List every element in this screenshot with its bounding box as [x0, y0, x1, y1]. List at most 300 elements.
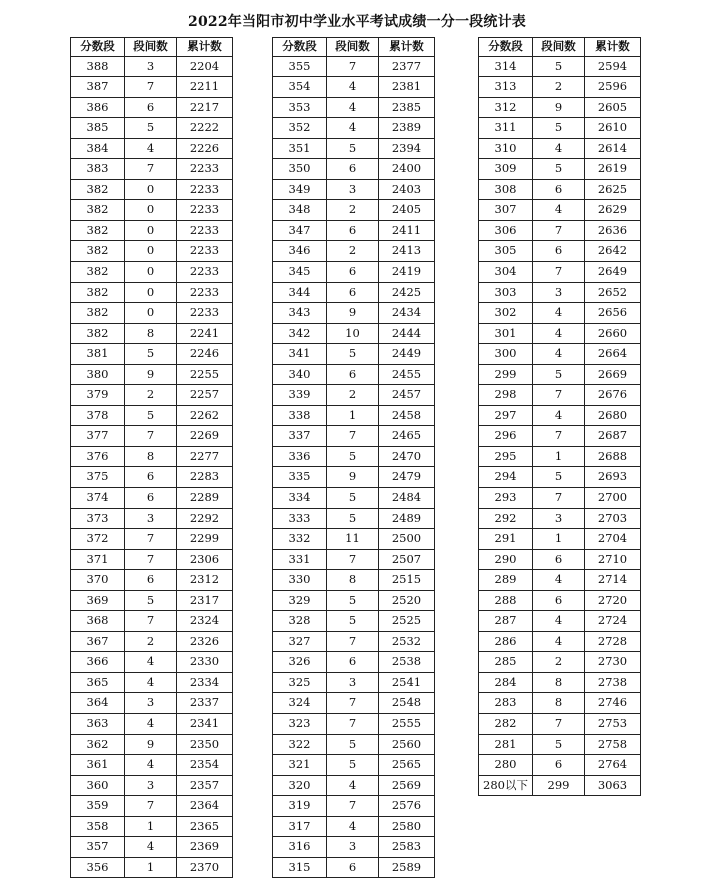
table-row — [273, 446, 435, 467]
cell-cumulative-count: 2500 — [379, 529, 435, 550]
cell-segment-count: 3 — [327, 672, 379, 693]
cell-score-range: 347 — [273, 220, 327, 241]
cell-segment-count: 5 — [327, 344, 379, 365]
cell-score-range: 307 — [479, 200, 533, 221]
cell-cumulative-count: 2541 — [379, 672, 435, 693]
cell-segment-count: 7 — [125, 611, 177, 632]
table-row — [71, 241, 233, 262]
cell-segment-count: 5 — [533, 56, 585, 77]
table-row — [479, 755, 641, 776]
cell-segment-count: 6 — [125, 97, 177, 118]
cell-cumulative-count: 2687 — [585, 426, 641, 447]
cell-segment-count: 9 — [125, 734, 177, 755]
cell-score-range: 355 — [273, 56, 327, 77]
cell-cumulative-count: 2538 — [379, 652, 435, 673]
cell-score-range: 363 — [71, 714, 125, 735]
cell-score-range: 378 — [71, 405, 125, 426]
cell-cumulative-count: 2389 — [379, 118, 435, 139]
cell-score-range: 289 — [479, 570, 533, 591]
cell-score-range: 314 — [479, 56, 533, 77]
header-segment-count: 段间数 — [327, 38, 379, 57]
cell-score-range: 316 — [273, 837, 327, 858]
cell-score-range: 362 — [71, 734, 125, 755]
table-row — [71, 734, 233, 755]
cell-score-range: 293 — [479, 487, 533, 508]
cell-cumulative-count: 2233 — [177, 261, 233, 282]
table-row — [71, 508, 233, 529]
table-row — [71, 549, 233, 570]
table-row — [71, 138, 233, 159]
table-row — [273, 56, 435, 77]
cell-cumulative-count: 2233 — [177, 159, 233, 180]
cell-score-range: 385 — [71, 118, 125, 139]
cell-cumulative-count: 2569 — [379, 775, 435, 796]
cell-segment-count: 6 — [327, 261, 379, 282]
cell-score-range: 324 — [273, 693, 327, 714]
table-row — [71, 755, 233, 776]
table-row — [273, 590, 435, 611]
cell-segment-count: 7 — [533, 220, 585, 241]
cell-segment-count: 4 — [327, 77, 379, 98]
cell-score-range: 299 — [479, 364, 533, 385]
cell-score-range: 356 — [71, 857, 125, 878]
cell-cumulative-count: 2299 — [177, 529, 233, 550]
cell-score-range: 315 — [273, 857, 327, 878]
cell-cumulative-count: 2515 — [379, 570, 435, 591]
cell-segment-count: 5 — [533, 734, 585, 755]
cell-cumulative-count: 2364 — [177, 796, 233, 817]
score-table-1 — [70, 37, 233, 878]
cell-segment-count: 0 — [125, 282, 177, 303]
cell-cumulative-count: 2233 — [177, 179, 233, 200]
cell-segment-count: 5 — [327, 734, 379, 755]
cell-score-range: 382 — [71, 303, 125, 324]
cell-cumulative-count: 2479 — [379, 467, 435, 488]
cell-score-range: 382 — [71, 261, 125, 282]
table-row — [71, 446, 233, 467]
cell-segment-count: 0 — [125, 303, 177, 324]
cell-score-range: 344 — [273, 282, 327, 303]
cell-score-range: 306 — [479, 220, 533, 241]
cell-score-range: 337 — [273, 426, 327, 447]
cell-score-range: 365 — [71, 672, 125, 693]
cell-segment-count: 4 — [125, 755, 177, 776]
table-row — [479, 672, 641, 693]
table-row — [479, 261, 641, 282]
cell-score-range: 288 — [479, 590, 533, 611]
cell-score-range: 334 — [273, 487, 327, 508]
cell-segment-count: 5 — [327, 487, 379, 508]
cell-segment-count: 1 — [125, 816, 177, 837]
cell-score-range: 357 — [71, 837, 125, 858]
table-row — [479, 97, 641, 118]
cell-score-range: 382 — [71, 241, 125, 262]
table-row — [273, 385, 435, 406]
cell-segment-count: 3 — [327, 837, 379, 858]
cell-cumulative-count: 2403 — [379, 179, 435, 200]
cell-segment-count: 7 — [327, 631, 379, 652]
cell-cumulative-count: 2724 — [585, 611, 641, 632]
table-row — [273, 344, 435, 365]
table-row — [273, 118, 435, 139]
cell-segment-count: 6 — [327, 159, 379, 180]
cell-segment-count: 4 — [327, 118, 379, 139]
cell-cumulative-count: 2425 — [379, 282, 435, 303]
page-title: 2022年当阳市初中学业水平考试成绩一分一段统计表 — [188, 14, 526, 30]
table-row — [273, 693, 435, 714]
cell-cumulative-count: 2457 — [379, 385, 435, 406]
table-row — [273, 97, 435, 118]
table-row — [273, 405, 435, 426]
cell-score-range: 327 — [273, 631, 327, 652]
cell-segment-count: 6 — [533, 179, 585, 200]
cell-segment-count: 1 — [125, 857, 177, 878]
cell-score-range: 375 — [71, 467, 125, 488]
cell-segment-count: 4 — [125, 652, 177, 673]
table-header-row — [479, 38, 641, 57]
cell-segment-count: 6 — [533, 241, 585, 262]
table-row — [479, 405, 641, 426]
cell-cumulative-count: 2728 — [585, 631, 641, 652]
table-row — [273, 200, 435, 221]
cell-cumulative-count: 2532 — [379, 631, 435, 652]
table-row — [71, 714, 233, 735]
cell-segment-count: 3 — [125, 775, 177, 796]
cell-score-range: 296 — [479, 426, 533, 447]
cell-cumulative-count: 2233 — [177, 220, 233, 241]
table-row — [273, 138, 435, 159]
cell-segment-count: 7 — [125, 426, 177, 447]
cell-segment-count: 5 — [327, 755, 379, 776]
cell-score-range: 317 — [273, 816, 327, 837]
table-row — [479, 159, 641, 180]
cell-segment-count: 6 — [327, 857, 379, 878]
cell-cumulative-count: 2341 — [177, 714, 233, 735]
cell-score-range: 283 — [479, 693, 533, 714]
cell-segment-count: 4 — [533, 303, 585, 324]
header-cumulative-count: 累计数 — [379, 38, 435, 57]
cell-score-range: 369 — [71, 590, 125, 611]
cell-segment-count: 8 — [125, 446, 177, 467]
table-row — [273, 837, 435, 858]
cell-score-range: 370 — [71, 570, 125, 591]
cell-score-range: 381 — [71, 344, 125, 365]
table-row — [71, 323, 233, 344]
cell-cumulative-count: 2350 — [177, 734, 233, 755]
table-row — [71, 816, 233, 837]
cell-cumulative-count: 2226 — [177, 138, 233, 159]
cell-score-range: 351 — [273, 138, 327, 159]
cell-score-range: 346 — [273, 241, 327, 262]
cell-segment-count: 1 — [327, 405, 379, 426]
table-row — [479, 611, 641, 632]
table-row — [273, 220, 435, 241]
cell-cumulative-count: 2676 — [585, 385, 641, 406]
cell-score-range: 383 — [71, 159, 125, 180]
table-header-row — [273, 38, 435, 57]
cell-segment-count: 4 — [125, 837, 177, 858]
table-row — [273, 631, 435, 652]
cell-segment-count: 3 — [533, 282, 585, 303]
cell-segment-count: 1 — [533, 446, 585, 467]
cell-score-range: 310 — [479, 138, 533, 159]
table-row — [479, 77, 641, 98]
cell-segment-count: 5 — [125, 405, 177, 426]
cell-segment-count: 8 — [533, 672, 585, 693]
cell-segment-count: 7 — [533, 426, 585, 447]
table-row — [479, 467, 641, 488]
cell-segment-count: 7 — [125, 549, 177, 570]
cell-segment-count: 4 — [533, 611, 585, 632]
cell-score-range: 323 — [273, 714, 327, 735]
cell-score-range: 386 — [71, 97, 125, 118]
cell-segment-count: 5 — [533, 159, 585, 180]
cell-cumulative-count: 2434 — [379, 303, 435, 324]
cell-segment-count: 5 — [533, 118, 585, 139]
cell-cumulative-count: 2257 — [177, 385, 233, 406]
cell-cumulative-count: 2738 — [585, 672, 641, 693]
cell-score-range: 352 — [273, 118, 327, 139]
cell-cumulative-count: 2560 — [379, 734, 435, 755]
table-row — [273, 241, 435, 262]
table-row — [273, 508, 435, 529]
cell-score-range: 358 — [71, 816, 125, 837]
cell-cumulative-count: 2330 — [177, 652, 233, 673]
cell-score-range: 349 — [273, 179, 327, 200]
cell-score-range: 374 — [71, 487, 125, 508]
cell-cumulative-count: 2385 — [379, 97, 435, 118]
cell-segment-count: 5 — [327, 446, 379, 467]
cell-score-range: 303 — [479, 282, 533, 303]
table-row — [273, 261, 435, 282]
table-row — [71, 796, 233, 817]
cell-score-range: 281 — [479, 734, 533, 755]
table-row — [71, 837, 233, 858]
cell-cumulative-count: 2413 — [379, 241, 435, 262]
table-row — [273, 611, 435, 632]
score-table-3 — [478, 37, 641, 796]
cell-score-range: 382 — [71, 220, 125, 241]
table-row — [273, 323, 435, 344]
header-segment-count: 段间数 — [125, 38, 177, 57]
cell-segment-count: 3 — [533, 508, 585, 529]
cell-segment-count: 7 — [327, 426, 379, 447]
cell-score-range: 373 — [71, 508, 125, 529]
cell-segment-count: 7 — [533, 487, 585, 508]
cell-cumulative-count: 2233 — [177, 282, 233, 303]
cell-cumulative-count: 2262 — [177, 405, 233, 426]
cell-score-range: 302 — [479, 303, 533, 324]
table-row — [479, 652, 641, 673]
table-row — [479, 693, 641, 714]
cell-segment-count: 4 — [533, 323, 585, 344]
cell-cumulative-count: 2629 — [585, 200, 641, 221]
cell-score-range: 359 — [71, 796, 125, 817]
cell-segment-count: 9 — [327, 467, 379, 488]
cell-segment-count: 2 — [327, 241, 379, 262]
table-row — [479, 549, 641, 570]
cell-cumulative-count: 2211 — [177, 77, 233, 98]
cell-cumulative-count: 2652 — [585, 282, 641, 303]
cell-segment-count: 7 — [327, 56, 379, 77]
table-row — [479, 508, 641, 529]
cell-segment-count: 6 — [327, 652, 379, 673]
cell-cumulative-count: 2394 — [379, 138, 435, 159]
cell-score-range: 308 — [479, 179, 533, 200]
cell-cumulative-count: 2354 — [177, 755, 233, 776]
cell-cumulative-count: 2419 — [379, 261, 435, 282]
table-row — [71, 775, 233, 796]
cell-score-range: 282 — [479, 714, 533, 735]
cell-segment-count: 0 — [125, 220, 177, 241]
cell-score-range: 366 — [71, 652, 125, 673]
cell-segment-count: 6 — [327, 364, 379, 385]
table-row — [71, 200, 233, 221]
cell-segment-count: 7 — [125, 77, 177, 98]
cell-score-range: 319 — [273, 796, 327, 817]
cell-segment-count: 7 — [327, 693, 379, 714]
table-row — [273, 549, 435, 570]
table-row — [71, 693, 233, 714]
cell-segment-count: 7 — [533, 261, 585, 282]
table-row — [71, 590, 233, 611]
cell-segment-count: 7 — [125, 529, 177, 550]
cell-segment-count: 4 — [327, 816, 379, 837]
cell-segment-count: 7 — [533, 385, 585, 406]
table-row — [71, 652, 233, 673]
cell-cumulative-count: 2306 — [177, 549, 233, 570]
table-row — [479, 446, 641, 467]
table-row — [71, 672, 233, 693]
cell-segment-count: 2 — [533, 77, 585, 98]
table-row — [71, 159, 233, 180]
table-row — [71, 220, 233, 241]
cell-score-range: 376 — [71, 446, 125, 467]
cell-score-range: 297 — [479, 405, 533, 426]
cell-score-range: 338 — [273, 405, 327, 426]
cell-score-range: 313 — [479, 77, 533, 98]
header-cumulative-count: 累计数 — [585, 38, 641, 57]
table-row — [71, 570, 233, 591]
table-row — [479, 200, 641, 221]
table-row — [71, 56, 233, 77]
cell-segment-count: 4 — [533, 405, 585, 426]
table-row — [479, 118, 641, 139]
cell-score-range: 361 — [71, 755, 125, 776]
cell-score-range: 372 — [71, 529, 125, 550]
cell-cumulative-count: 2520 — [379, 590, 435, 611]
cell-cumulative-count: 2688 — [585, 446, 641, 467]
table-row — [479, 323, 641, 344]
cell-cumulative-count: 2605 — [585, 97, 641, 118]
cell-cumulative-count: 2381 — [379, 77, 435, 98]
table-row — [273, 77, 435, 98]
table-row — [71, 529, 233, 550]
table-row — [479, 775, 641, 796]
cell-cumulative-count: 2465 — [379, 426, 435, 447]
cell-segment-count: 9 — [533, 97, 585, 118]
cell-segment-count: 0 — [125, 241, 177, 262]
table-row — [479, 734, 641, 755]
cell-cumulative-count: 2693 — [585, 467, 641, 488]
cell-cumulative-count: 2370 — [177, 857, 233, 878]
cell-cumulative-count: 2324 — [177, 611, 233, 632]
cell-cumulative-count: 2444 — [379, 323, 435, 344]
table-row — [71, 467, 233, 488]
table-row — [273, 857, 435, 878]
table-row — [273, 570, 435, 591]
cell-score-range: 343 — [273, 303, 327, 324]
cell-score-range: 341 — [273, 344, 327, 365]
table-row — [479, 385, 641, 406]
cell-cumulative-count: 2720 — [585, 590, 641, 611]
table-row — [273, 672, 435, 693]
cell-cumulative-count: 2596 — [585, 77, 641, 98]
cell-cumulative-count: 2619 — [585, 159, 641, 180]
cell-segment-count: 2 — [125, 385, 177, 406]
cell-cumulative-count: 2334 — [177, 672, 233, 693]
cell-segment-count: 4 — [533, 138, 585, 159]
cell-cumulative-count: 2246 — [177, 344, 233, 365]
cell-score-range: 335 — [273, 467, 327, 488]
cell-cumulative-count: 2614 — [585, 138, 641, 159]
cell-cumulative-count: 2317 — [177, 590, 233, 611]
cell-segment-count: 9 — [327, 303, 379, 324]
cell-segment-count: 0 — [125, 261, 177, 282]
cell-cumulative-count: 2548 — [379, 693, 435, 714]
cell-score-range: 292 — [479, 508, 533, 529]
cell-segment-count: 299 — [533, 775, 585, 796]
cell-cumulative-count: 2746 — [585, 693, 641, 714]
cell-score-range: 328 — [273, 611, 327, 632]
cell-cumulative-count: 2642 — [585, 241, 641, 262]
cell-score-range: 305 — [479, 241, 533, 262]
table-row — [273, 467, 435, 488]
table-row — [479, 56, 641, 77]
table-row — [71, 385, 233, 406]
cell-cumulative-count: 2576 — [379, 796, 435, 817]
cell-cumulative-count: 2636 — [585, 220, 641, 241]
table-row — [71, 405, 233, 426]
cell-score-range: 331 — [273, 549, 327, 570]
cell-cumulative-count: 2625 — [585, 179, 641, 200]
cell-score-range: 364 — [71, 693, 125, 714]
cell-cumulative-count: 2326 — [177, 631, 233, 652]
cell-segment-count: 6 — [327, 282, 379, 303]
cell-segment-count: 5 — [125, 118, 177, 139]
header-segment-count: 段间数 — [533, 38, 585, 57]
table-row — [479, 570, 641, 591]
cell-cumulative-count: 2555 — [379, 714, 435, 735]
cell-cumulative-count: 2680 — [585, 405, 641, 426]
cell-segment-count: 8 — [533, 693, 585, 714]
cell-score-range: 332 — [273, 529, 327, 550]
cell-score-range: 280以下 — [479, 775, 533, 796]
table-row — [71, 344, 233, 365]
cell-segment-count: 3 — [125, 693, 177, 714]
cell-score-range: 285 — [479, 652, 533, 673]
cell-cumulative-count: 2656 — [585, 303, 641, 324]
cell-segment-count: 6 — [327, 220, 379, 241]
cell-cumulative-count: 2455 — [379, 364, 435, 385]
cell-score-range: 295 — [479, 446, 533, 467]
table-row — [273, 282, 435, 303]
table-row — [479, 487, 641, 508]
cell-segment-count: 1 — [533, 529, 585, 550]
table-row — [71, 303, 233, 324]
cell-segment-count: 5 — [125, 344, 177, 365]
table-row — [71, 631, 233, 652]
